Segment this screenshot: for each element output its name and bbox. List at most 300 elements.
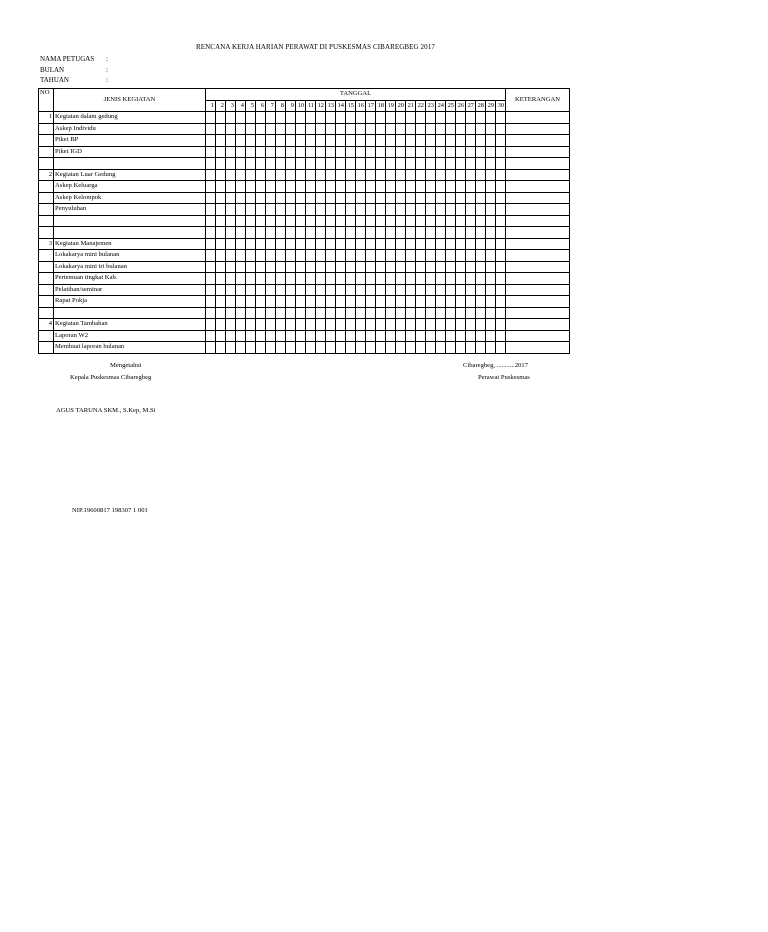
day-cell <box>466 330 476 342</box>
page-title: RENCANA KERJA HARIAN PERAWAT DI PUSKESMAS CIBAREGBEG 2017 <box>196 43 435 51</box>
day-cell <box>246 158 256 170</box>
keterangan-cell <box>506 273 570 285</box>
day-number: 6 <box>256 100 266 112</box>
day-cell <box>456 181 466 193</box>
day-cell <box>466 342 476 354</box>
day-cell <box>246 146 256 158</box>
day-cell <box>316 284 326 296</box>
day-cell <box>446 181 456 193</box>
day-cell <box>366 273 376 285</box>
table-row <box>39 238 570 250</box>
day-cell <box>256 112 266 124</box>
day-cell <box>356 158 366 170</box>
day-cell <box>406 284 416 296</box>
table-row <box>39 273 570 285</box>
day-cell <box>256 204 266 216</box>
day-cell <box>236 296 246 308</box>
info-label-tahun: TAHUAN <box>40 76 69 84</box>
day-cell <box>286 135 296 147</box>
day-cell <box>216 192 226 204</box>
table-row <box>39 250 570 262</box>
day-cell <box>266 192 276 204</box>
day-cell <box>276 342 286 354</box>
day-cell <box>496 296 506 308</box>
day-cell <box>306 330 316 342</box>
day-cell <box>286 284 296 296</box>
day-cell <box>416 250 426 262</box>
day-cell <box>286 146 296 158</box>
row-number <box>39 307 54 319</box>
table-row <box>39 330 570 342</box>
keterangan-cell <box>506 158 570 170</box>
day-cell <box>296 284 306 296</box>
day-cell <box>286 192 296 204</box>
day-cell <box>306 192 316 204</box>
day-cell <box>416 169 426 181</box>
day-cell <box>306 261 316 273</box>
day-cell <box>476 319 486 331</box>
signatory-name: AGUS TARUNA SKM., S.Kep, M.Si <box>56 407 156 414</box>
day-cell <box>216 158 226 170</box>
day-cell <box>406 342 416 354</box>
day-cell <box>216 319 226 331</box>
day-cell <box>406 250 416 262</box>
row-number <box>39 123 54 135</box>
day-cell <box>226 261 236 273</box>
day-cell <box>476 227 486 239</box>
keterangan-cell <box>506 342 570 354</box>
sign-right-line2: Perawat Puskesmas <box>478 374 530 381</box>
day-cell <box>306 204 316 216</box>
day-cell <box>246 215 256 227</box>
day-cell <box>426 296 436 308</box>
day-cell <box>486 169 496 181</box>
day-number: 2 <box>216 100 226 112</box>
day-cell <box>476 146 486 158</box>
table-row <box>39 112 570 124</box>
day-cell <box>276 238 286 250</box>
day-cell <box>326 307 336 319</box>
day-cell <box>306 307 316 319</box>
day-cell <box>386 284 396 296</box>
day-cell <box>396 135 406 147</box>
day-cell <box>476 135 486 147</box>
day-cell <box>336 307 346 319</box>
day-cell <box>306 158 316 170</box>
day-cell <box>226 135 236 147</box>
day-number: 27 <box>466 100 476 112</box>
day-cell <box>336 204 346 216</box>
day-cell <box>376 227 386 239</box>
day-cell <box>386 169 396 181</box>
day-cell <box>386 146 396 158</box>
day-cell <box>456 204 466 216</box>
day-cell <box>406 204 416 216</box>
day-cell <box>376 261 386 273</box>
day-cell <box>336 192 346 204</box>
day-cell <box>446 273 456 285</box>
day-cell <box>276 227 286 239</box>
day-cell <box>276 146 286 158</box>
day-cell <box>346 284 356 296</box>
day-cell <box>296 146 306 158</box>
day-cell <box>276 112 286 124</box>
day-number: 1 <box>206 100 216 112</box>
day-cell <box>216 238 226 250</box>
day-cell <box>356 284 366 296</box>
day-cell <box>286 296 296 308</box>
day-cell <box>356 204 366 216</box>
row-number <box>39 181 54 193</box>
day-cell <box>326 146 336 158</box>
day-cell <box>426 238 436 250</box>
day-cell <box>236 181 246 193</box>
day-cell <box>436 181 446 193</box>
day-cell <box>476 238 486 250</box>
day-cell <box>376 192 386 204</box>
day-cell <box>316 273 326 285</box>
activity-name <box>54 227 206 239</box>
day-cell <box>346 192 356 204</box>
day-number: 22 <box>416 100 426 112</box>
day-cell <box>386 227 396 239</box>
day-cell <box>256 342 266 354</box>
day-cell <box>226 273 236 285</box>
day-cell <box>216 250 226 262</box>
day-cell <box>266 215 276 227</box>
day-cell <box>426 123 436 135</box>
day-number: 8 <box>276 100 286 112</box>
day-cell <box>426 273 436 285</box>
table-row <box>39 158 570 170</box>
day-cell <box>356 330 366 342</box>
day-cell <box>456 296 466 308</box>
day-cell <box>416 146 426 158</box>
day-cell <box>326 261 336 273</box>
day-cell <box>266 146 276 158</box>
day-cell <box>236 273 246 285</box>
day-cell <box>236 204 246 216</box>
day-cell <box>456 250 466 262</box>
day-cell <box>376 135 386 147</box>
day-cell <box>246 204 256 216</box>
day-cell <box>466 307 476 319</box>
day-cell <box>296 192 306 204</box>
day-cell <box>456 112 466 124</box>
day-cell <box>356 342 366 354</box>
day-cell <box>416 342 426 354</box>
day-cell <box>336 227 346 239</box>
day-cell <box>466 296 476 308</box>
day-cell <box>406 146 416 158</box>
day-cell <box>356 273 366 285</box>
activity-name: Askep Keluarga <box>54 181 206 193</box>
keterangan-cell <box>506 330 570 342</box>
day-cell <box>296 227 306 239</box>
day-cell <box>496 284 506 296</box>
day-cell <box>306 169 316 181</box>
day-cell <box>296 250 306 262</box>
day-cell <box>426 227 436 239</box>
day-cell <box>486 261 496 273</box>
day-cell <box>466 319 476 331</box>
day-cell <box>276 319 286 331</box>
day-cell <box>376 319 386 331</box>
day-cell <box>236 112 246 124</box>
day-cell <box>396 169 406 181</box>
day-cell <box>386 273 396 285</box>
day-cell <box>236 284 246 296</box>
day-cell <box>446 296 456 308</box>
day-cell <box>206 227 216 239</box>
day-cell <box>326 215 336 227</box>
day-cell <box>246 284 256 296</box>
day-cell <box>386 135 396 147</box>
day-cell <box>456 284 466 296</box>
day-cell <box>476 169 486 181</box>
table-row <box>39 307 570 319</box>
keterangan-cell <box>506 181 570 193</box>
day-cell <box>436 238 446 250</box>
keterangan-cell <box>506 227 570 239</box>
day-cell <box>266 342 276 354</box>
day-cell <box>386 181 396 193</box>
day-cell <box>416 307 426 319</box>
day-cell <box>316 227 326 239</box>
day-cell <box>426 158 436 170</box>
row-number <box>39 158 54 170</box>
day-cell <box>376 238 386 250</box>
day-cell <box>366 123 376 135</box>
day-cell <box>356 227 366 239</box>
day-cell <box>206 273 216 285</box>
day-cell <box>306 181 316 193</box>
day-cell <box>236 319 246 331</box>
day-cell <box>246 273 256 285</box>
day-cell <box>286 169 296 181</box>
day-cell <box>486 123 496 135</box>
day-cell <box>396 215 406 227</box>
day-cell <box>306 227 316 239</box>
day-cell <box>346 273 356 285</box>
day-cell <box>216 227 226 239</box>
day-cell <box>496 319 506 331</box>
day-cell <box>276 330 286 342</box>
day-cell <box>296 342 306 354</box>
day-cell <box>486 135 496 147</box>
day-cell <box>296 238 306 250</box>
info-label-nama: NAMA PETUGAS <box>40 55 95 63</box>
day-cell <box>366 319 376 331</box>
day-cell <box>216 296 226 308</box>
day-cell <box>356 192 366 204</box>
day-cell <box>326 296 336 308</box>
keterangan-cell <box>506 169 570 181</box>
day-cell <box>366 227 376 239</box>
day-cell <box>226 169 236 181</box>
row-number <box>39 250 54 262</box>
info-colon-bulan: : <box>106 66 108 74</box>
day-cell <box>456 123 466 135</box>
day-cell <box>436 112 446 124</box>
day-cell <box>476 296 486 308</box>
day-cell <box>446 261 456 273</box>
day-cell <box>256 238 266 250</box>
day-cell <box>316 250 326 262</box>
day-cell <box>316 204 326 216</box>
day-cell <box>346 158 356 170</box>
day-cell <box>486 181 496 193</box>
day-cell <box>206 192 216 204</box>
day-cell <box>476 192 486 204</box>
day-cell <box>456 192 466 204</box>
table-row <box>39 169 570 181</box>
day-cell <box>246 227 256 239</box>
day-cell <box>366 192 376 204</box>
day-cell <box>356 215 366 227</box>
day-cell <box>326 169 336 181</box>
day-cell <box>416 123 426 135</box>
day-cell <box>336 261 346 273</box>
day-number: 9 <box>286 100 296 112</box>
day-cell <box>206 146 216 158</box>
day-cell <box>286 112 296 124</box>
row-number: 1 <box>39 112 54 124</box>
day-cell <box>236 192 246 204</box>
day-cell <box>246 307 256 319</box>
day-cell <box>476 215 486 227</box>
keterangan-cell <box>506 284 570 296</box>
day-cell <box>416 215 426 227</box>
day-cell <box>356 146 366 158</box>
day-cell <box>456 319 466 331</box>
day-cell <box>276 169 286 181</box>
day-cell <box>306 238 316 250</box>
activity-name: Kegiatan dalam gedung <box>54 112 206 124</box>
day-cell <box>406 158 416 170</box>
day-cell <box>316 330 326 342</box>
day-cell <box>416 204 426 216</box>
day-cell <box>326 123 336 135</box>
day-cell <box>246 261 256 273</box>
day-cell <box>256 215 266 227</box>
day-cell <box>246 296 256 308</box>
day-cell <box>246 112 256 124</box>
day-cell <box>486 227 496 239</box>
day-cell <box>326 273 336 285</box>
day-cell <box>426 250 436 262</box>
day-cell <box>496 192 506 204</box>
day-cell <box>406 296 416 308</box>
table-row <box>39 192 570 204</box>
day-cell <box>286 307 296 319</box>
day-cell <box>486 146 496 158</box>
day-cell <box>376 146 386 158</box>
day-cell <box>466 181 476 193</box>
day-cell <box>456 158 466 170</box>
day-cell <box>336 123 346 135</box>
day-cell <box>316 307 326 319</box>
day-cell <box>286 250 296 262</box>
activity-name: Pertemuan tingkat Kab. <box>54 273 206 285</box>
day-cell <box>326 319 336 331</box>
day-cell <box>426 169 436 181</box>
day-cell <box>206 261 216 273</box>
day-cell <box>446 307 456 319</box>
table-row <box>39 261 570 273</box>
day-cell <box>236 261 246 273</box>
day-cell <box>326 250 336 262</box>
day-cell <box>416 330 426 342</box>
day-cell <box>446 123 456 135</box>
day-cell <box>216 123 226 135</box>
day-cell <box>346 123 356 135</box>
day-cell <box>486 204 496 216</box>
day-number: 18 <box>376 100 386 112</box>
day-cell <box>226 215 236 227</box>
day-number: 17 <box>366 100 376 112</box>
day-cell <box>296 112 306 124</box>
activity-name: Lokakarya mini bulanan <box>54 250 206 262</box>
day-cell <box>436 204 446 216</box>
day-cell <box>386 261 396 273</box>
day-cell <box>436 296 446 308</box>
day-number: 16 <box>356 100 366 112</box>
day-cell <box>496 238 506 250</box>
day-cell <box>206 284 216 296</box>
day-cell <box>316 342 326 354</box>
day-cell <box>226 330 236 342</box>
day-cell <box>366 261 376 273</box>
day-cell <box>286 238 296 250</box>
keterangan-cell <box>506 192 570 204</box>
day-cell <box>446 319 456 331</box>
day-cell <box>396 307 406 319</box>
day-cell <box>216 342 226 354</box>
day-cell <box>316 123 326 135</box>
day-cell <box>286 227 296 239</box>
row-number <box>39 135 54 147</box>
day-cell <box>276 250 286 262</box>
day-cell <box>246 330 256 342</box>
day-cell <box>306 112 316 124</box>
day-cell <box>236 158 246 170</box>
table-row <box>39 181 570 193</box>
day-cell <box>436 123 446 135</box>
day-cell <box>256 158 266 170</box>
day-cell <box>306 215 316 227</box>
day-cell <box>236 307 246 319</box>
day-cell <box>486 284 496 296</box>
row-number <box>39 261 54 273</box>
day-cell <box>326 112 336 124</box>
day-cell <box>206 181 216 193</box>
day-cell <box>206 238 216 250</box>
day-cell <box>376 123 386 135</box>
day-cell <box>436 135 446 147</box>
day-cell <box>236 238 246 250</box>
day-cell <box>346 169 356 181</box>
day-cell <box>246 169 256 181</box>
day-cell <box>416 227 426 239</box>
day-cell <box>416 261 426 273</box>
day-cell <box>266 158 276 170</box>
day-cell <box>406 330 416 342</box>
day-cell <box>356 135 366 147</box>
info-colon-tahun: : <box>106 76 108 84</box>
day-cell <box>476 261 486 273</box>
day-cell <box>456 169 466 181</box>
